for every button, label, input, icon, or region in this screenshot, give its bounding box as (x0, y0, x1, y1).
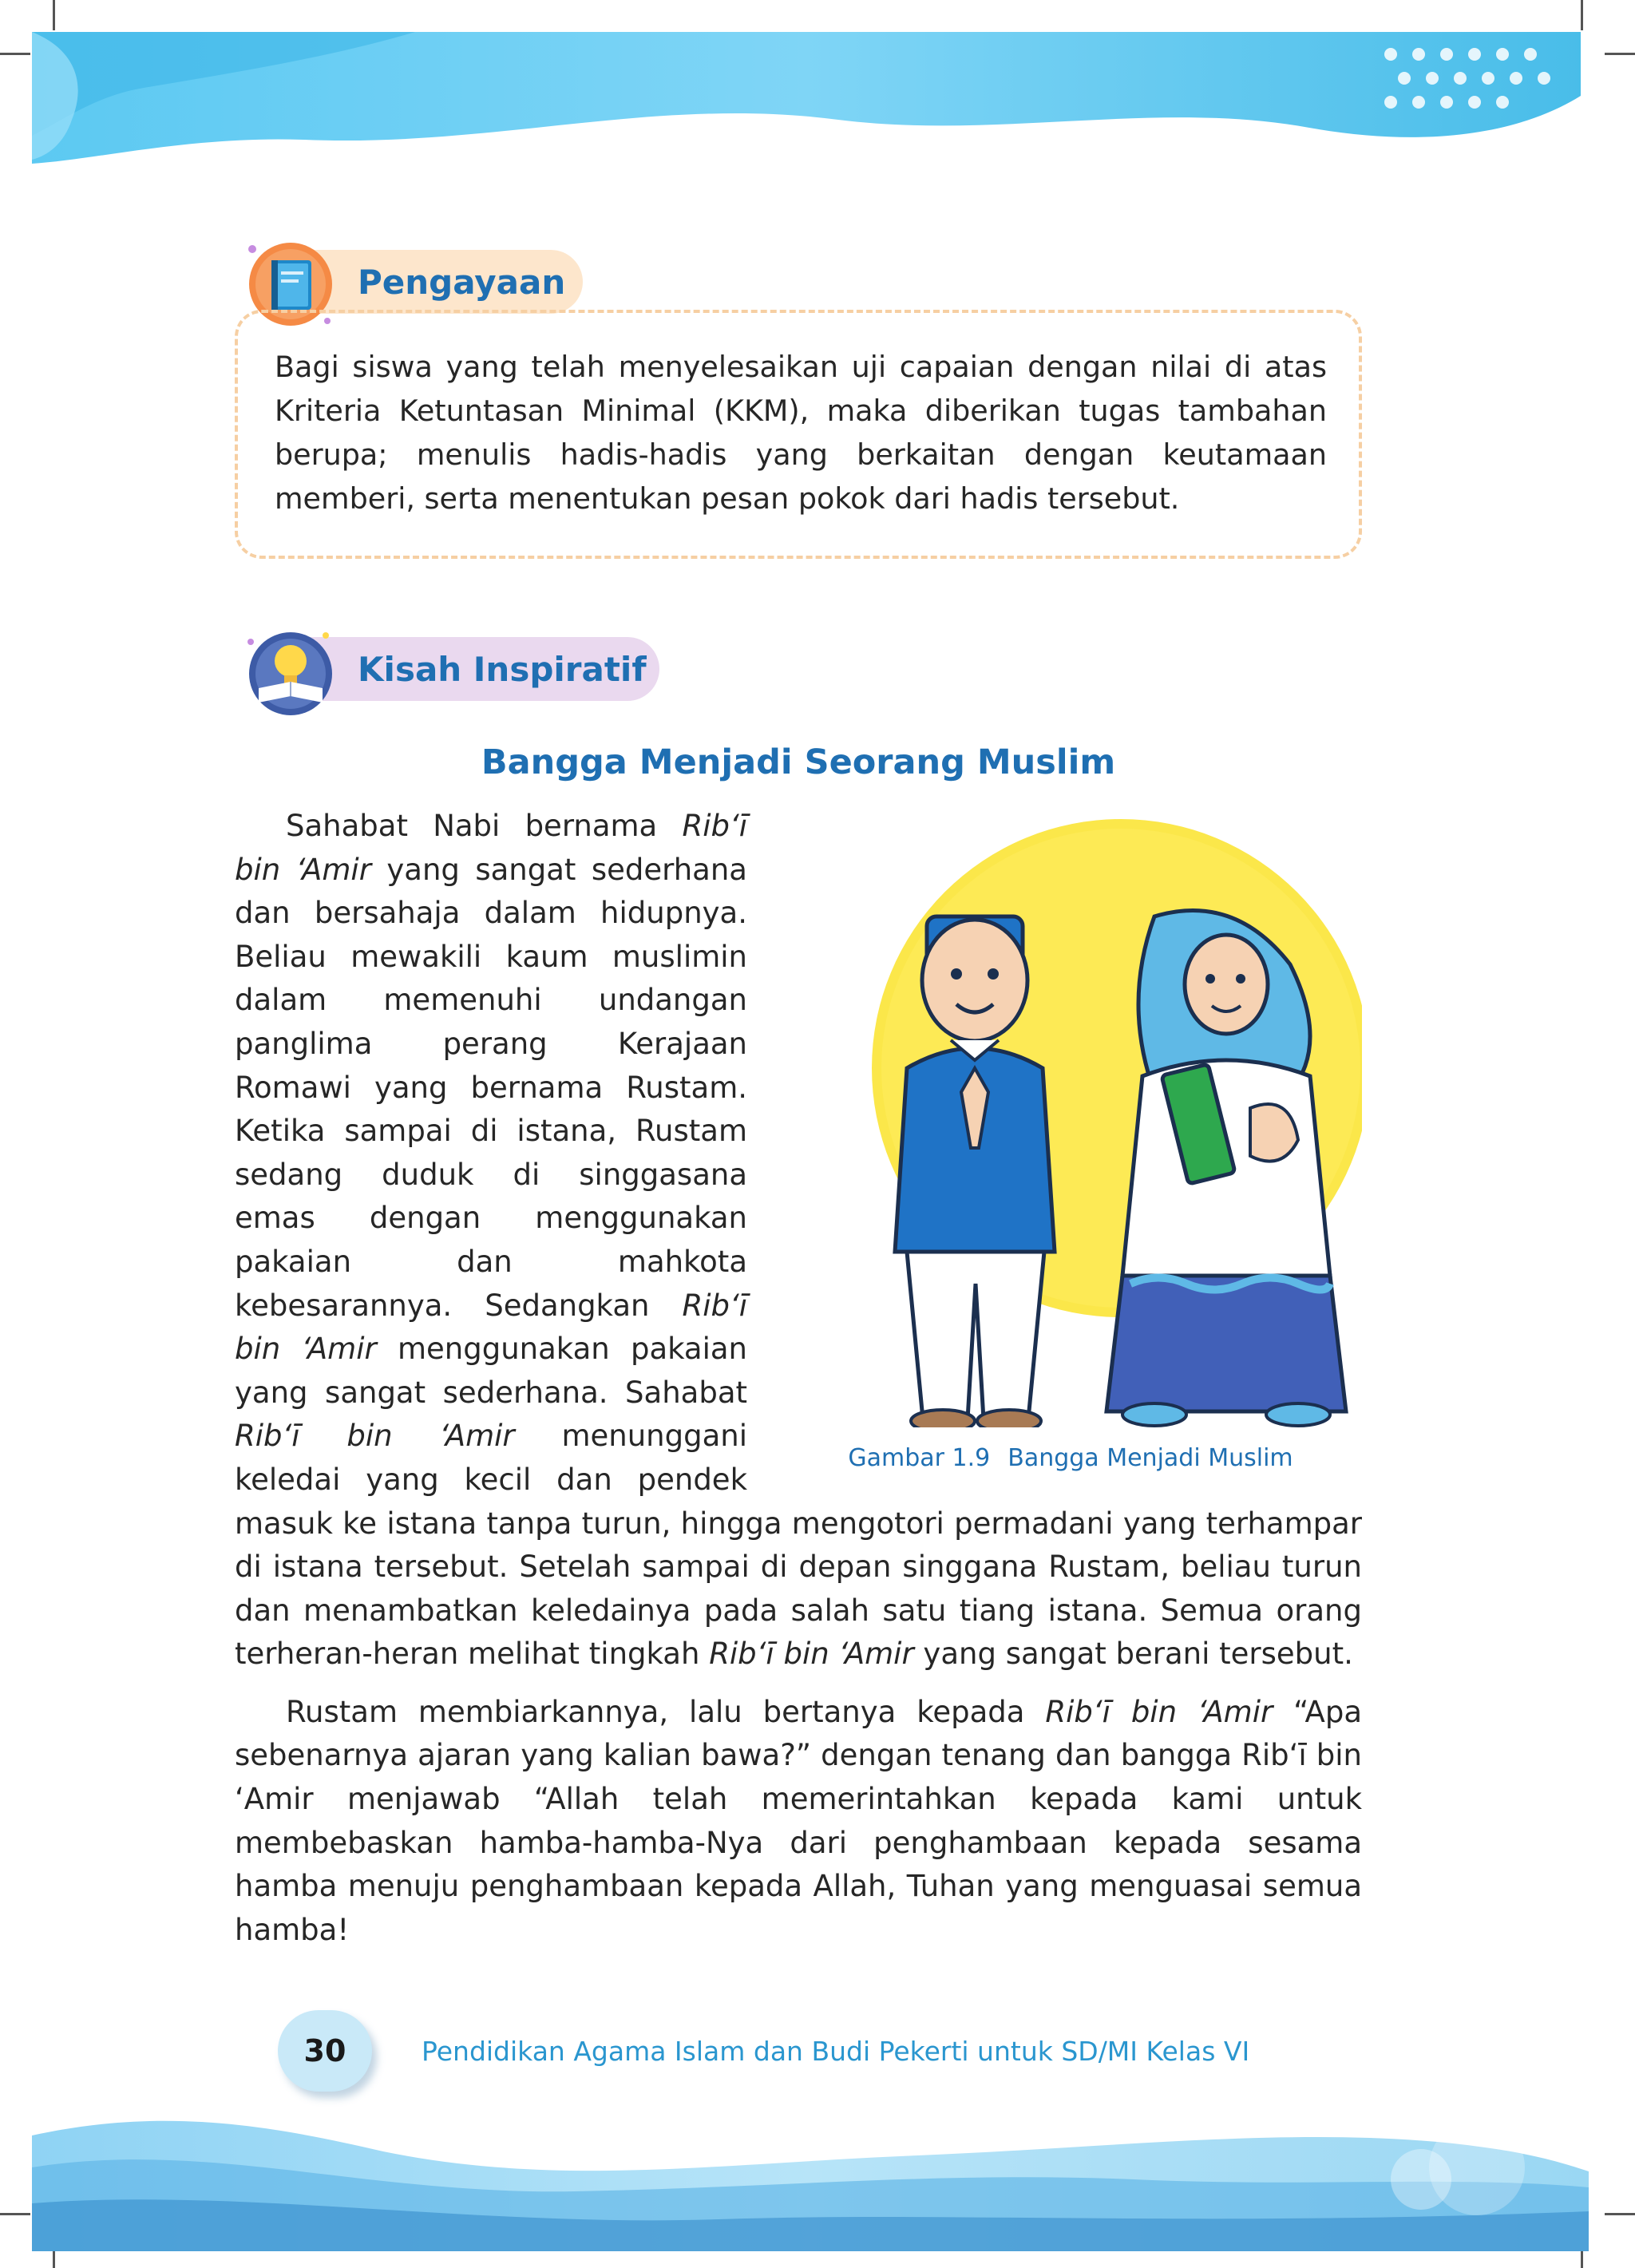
page-number: 30 (303, 2033, 346, 2068)
story-title: Bangga Menjadi Seorang Muslim (481, 742, 1116, 782)
muslim-children-illustration (779, 805, 1362, 1427)
enrichment-box (235, 310, 1362, 559)
crop-mark (1605, 53, 1635, 55)
italic-name: Rib‘ī bin ‘Amir (235, 809, 747, 887)
story-paragraph-1: Sahabat Nabi bernama Rib‘ī bin ‘Amir yang sangat sederhana dan bersahaja dalam hidupnya. Beliau mewakili kaum muslimin dalam memenuhi undangan panglima perang Kerajaan Romawi yang bernama Rustam. Ketika sampai di istana, Rustam sedang duduk di singgasana emas dengan menggunakan pakaian dan mahkota kebesarannya. Sedangkan Rib‘ī bin ‘Amir menggunakan pakaian yang sangat sederhana. Sahabat Rib‘ī bin ‘Amir menunggani keledai yang kecil dan pendek masuk ke istana tanpa turun, hingga mengotori permadani yang terhampar di istana tersebut. Setelah sampai di depan singgana Rustam, beliau turun dan menambatkan keledainya pada salah satu tiang istana. Semua orang terheran-heran melihat tingkah Rib‘ī bin ‘Amir yang sangat berani tersebut. (235, 809, 1362, 1672)
story-figure (779, 805, 1362, 1491)
lightbulb-book-icon (238, 619, 342, 723)
footer-book-title: Pendidikan Agama Islam dan Budi Pekerti untuk SD/MI Kelas VI (422, 2036, 1250, 2067)
figure-caption (779, 1437, 1362, 1481)
enrichment-text: Bagi siswa yang telah menyelesaikan uji capaian dengan nilai di atas Kriteria Ketuntasan Minimal (KKM), maka diberikan tugas tambahan berupa; menulis hadis-hadis yang berkaitan dengan keutamaan memberi, serta menentukan pesan pokok dari hadis tersebut. (275, 350, 1327, 516)
enrichment-label: Pengayaan (358, 262, 566, 302)
figure-caption-text: Bangga Menjadi Muslim (1008, 1444, 1293, 1472)
story-label: Kisah Inspiratif (358, 649, 647, 689)
story-paragraph-2: Rustam membiarkannya, lalu bertanya kepada Rib‘ī bin ‘Amir “Apa sebenarnya ajaran yang kalian bawa?” dengan tenang dan bangga Rib‘ī bin ‘Amir menjawab “Allah telah memerintahkan kepada kami untuk membebaskan hamba-hamba-Nya dari penghambaan kepada sesama hamba menuju penghambaan kepada Allah, Tuhan yang menguasai semua hamba! (235, 1694, 1362, 1947)
italic-name: Rib‘ī bin ‘Amir (235, 1288, 747, 1367)
header-wave-band (0, 0, 1635, 184)
italic-name: Rib‘ī bin ‘Amir (709, 1637, 914, 1672)
crop-mark (53, 0, 55, 30)
page-number-badge (278, 2010, 372, 2092)
footer-wave-band (0, 2092, 1635, 2268)
figure-caption-number: Gambar 1.9 (848, 1444, 991, 1472)
crop-mark (0, 53, 30, 55)
italic-name: Rib‘ī bin ‘Amir (235, 1419, 515, 1454)
story-body (235, 805, 1362, 1952)
crop-mark (1581, 0, 1583, 30)
italic-name: Rib‘ī bin ‘Amir (1045, 1694, 1273, 1729)
